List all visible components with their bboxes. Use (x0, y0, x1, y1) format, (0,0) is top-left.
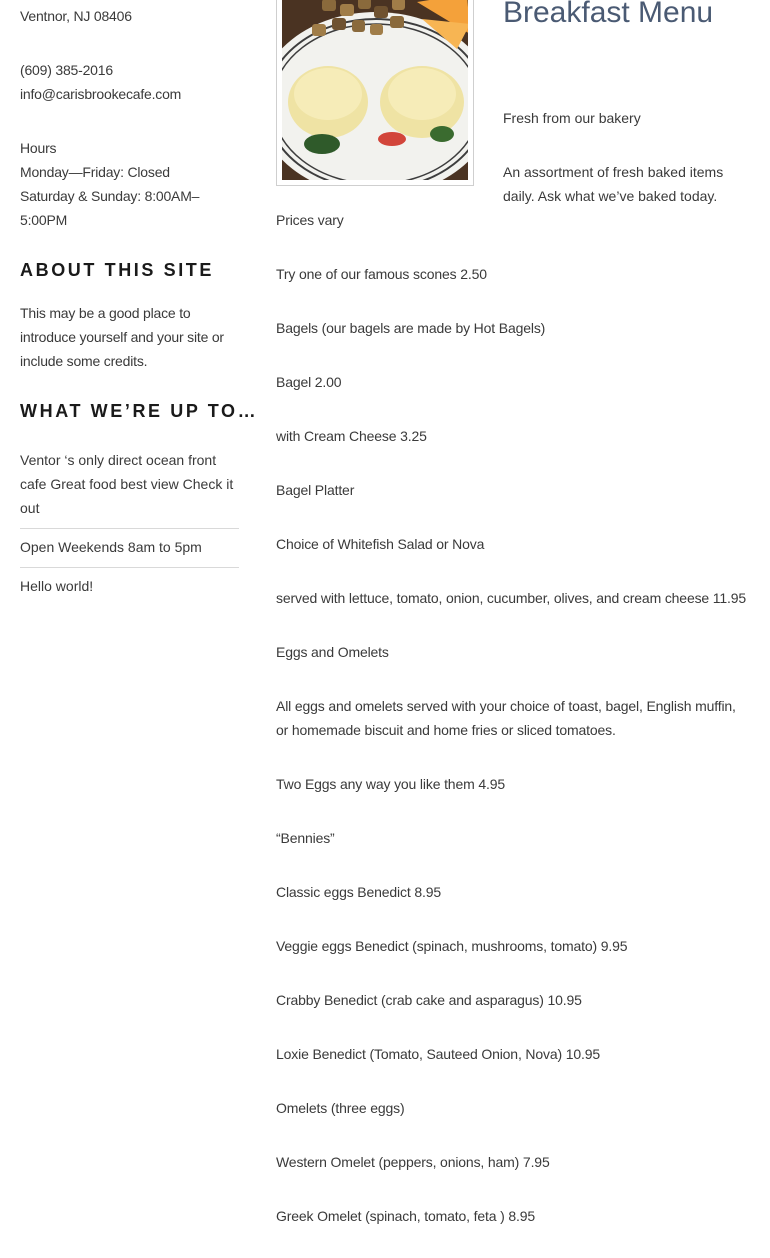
menu-line: All eggs and omelets served with your choice of toast, bagel, English muffin, or homemade biscuit and home fries or sliced tomatoes. (276, 698, 736, 738)
menu-line: Two Eggs any way you like them 4.95 (276, 776, 505, 792)
menu-line: served with lettuce, tomato, onion, cucumber, olives, and cream cheese 11.95 (276, 590, 747, 606)
menu-line: Choice of Whitefish Salad or Nova (276, 536, 485, 552)
menu-line: Loxie Benedict (Tomato, Sauteed Onion, Nova) 10.95 (276, 1046, 601, 1062)
menu-line: Classic eggs Benedict 8.95 (276, 884, 441, 900)
recent-post-item (20, 567, 239, 606)
recent-post-item (20, 448, 239, 528)
menu-line: Eggs and Omelets (276, 644, 389, 660)
bakery-description: An assortment of fresh baked items daily. Ask what we’ve baked today. (503, 164, 724, 204)
hours-weekday: Monday—Friday: Closed (20, 164, 170, 180)
hours-weekend: Saturday & Sunday: 8:00AM–5:00PM (20, 188, 200, 228)
recent-post-link[interactable]: Ventor ‘s only direct ocean front cafe Great food best view Check it out (20, 452, 234, 516)
menu-line: Western Omelet (peppers, onions, ham) 7.95 (276, 1154, 550, 1170)
recent-posts-title: WHAT WE’RE UP TO… (20, 401, 259, 421)
menu-line: “Bennies” (276, 830, 335, 846)
bakery-heading: Fresh from our bakery (503, 110, 641, 126)
eggs-benedict-photo (276, 0, 474, 186)
recent-post-link[interactable]: Open Weekends 8am to 5pm (20, 539, 202, 555)
recent-posts-list (20, 448, 239, 606)
menu-list (276, 208, 750, 1258)
email-text: info@carisbrookecafe.com (20, 86, 182, 102)
menu-line: Bagels (our bagels are made by Hot Bagels) (276, 320, 546, 336)
phone-text: (609) 385-2016 (20, 62, 113, 78)
menu-line: Veggie eggs Benedict (spinach, mushrooms, tomato) 9.95 (276, 938, 628, 954)
hours-label: Hours (20, 140, 57, 156)
menu-line: Greek Omelet (spinach, tomato, feta ) 8.95 (276, 1208, 536, 1224)
photo-image (282, 0, 468, 180)
recent-post-item (20, 528, 239, 567)
breakfast-plate-illustration (282, 0, 468, 180)
menu-line: Try one of our famous scones 2.50 (276, 266, 487, 282)
recent-post-link[interactable]: Hello world! (20, 578, 94, 594)
address-text: Ventnor, NJ 08406 (20, 8, 132, 24)
about-widget-title: ABOUT THIS SITE (20, 260, 215, 280)
menu-line: Prices vary (276, 212, 344, 228)
menu-line: Bagel 2.00 (276, 374, 342, 390)
menu-line: Crabby Benedict (crab cake and asparagus) 10.95 (276, 992, 582, 1008)
menu-line: with Cream Cheese 3.25 (276, 428, 427, 444)
menu-line: Bagel Platter (276, 482, 355, 498)
about-widget-text: This may be a good place to introduce yourself and your site or include some credits. (20, 305, 224, 369)
menu-line: Omelets (three eggs) (276, 1100, 405, 1116)
page-title: Breakfast Menu (503, 0, 714, 29)
